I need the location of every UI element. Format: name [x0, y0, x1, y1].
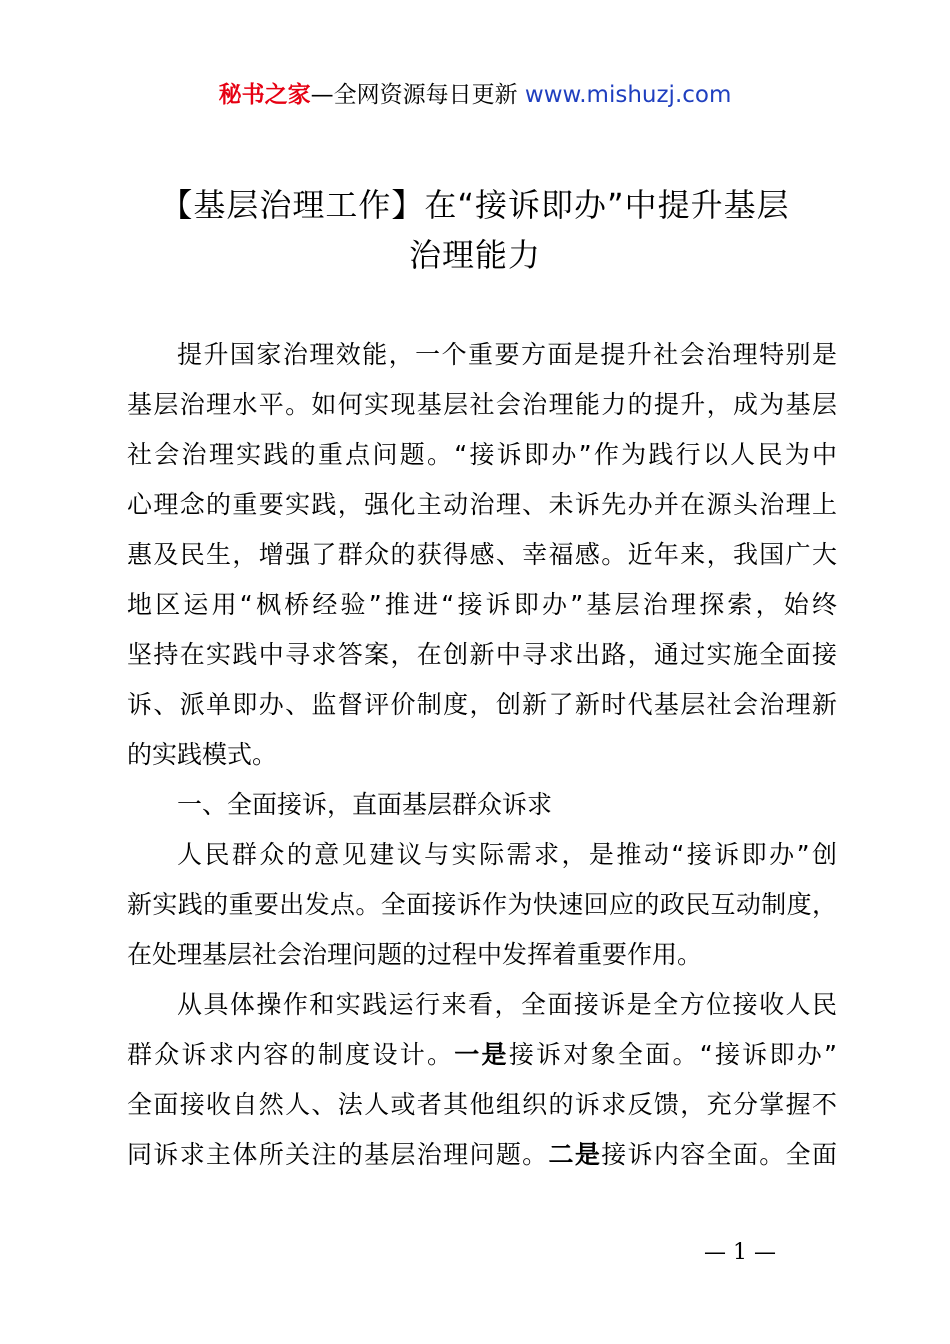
- paragraph-text: 群众诉求内容的制度设计。: [127, 1040, 455, 1069]
- paragraph-text: 接诉内容全面。全面: [601, 1140, 837, 1169]
- paragraph-line: 惠及民生，增强了群众的获得感、幸福感。近年来，我国广大: [127, 540, 837, 569]
- paragraph-line: 坚持在实践中寻求答案，在创新中寻求出路，通过实施全面接: [127, 640, 837, 669]
- paragraph-line: 地区运用“枫桥经验”推进“接诉即办”基层治理探索，始终: [127, 590, 837, 619]
- site-brand: 秘书之家: [218, 82, 311, 108]
- paragraph-line: 的实践模式。: [127, 740, 278, 769]
- emphasis-second: 二是: [548, 1140, 602, 1169]
- title-line-1: 【基层治理工作】在“接诉即办”中提升基层: [160, 186, 790, 224]
- document-title: [100, 180, 850, 280]
- paragraph-line: 全面接收自然人、法人或者其他组织的诉求反馈，充分掌握不: [127, 1090, 837, 1119]
- title-line-2: 治理能力: [408, 236, 541, 274]
- paragraph-line: 提升国家治理效能，一个重要方面是提升社会治理特别是: [177, 340, 837, 369]
- paragraph-line: 基层治理水平。如何实现基层社会治理能力的提升，成为基层: [127, 390, 837, 419]
- document-body: [127, 330, 837, 1180]
- paragraph-line: 从具体操作和实践运行来看，全面接诉是全方位接收人民: [177, 990, 837, 1019]
- paragraph-line: 心理念的重要实践，强化主动治理、未诉先办并在源头治理上: [127, 490, 837, 519]
- paragraph-intro: [127, 330, 837, 780]
- paragraph-line: [127, 1130, 837, 1180]
- paragraph-line: [127, 1030, 837, 1080]
- paragraph-line: 人民群众的意见建议与实际需求，是推动“接诉即办”创: [177, 840, 837, 869]
- paragraph-line: 新实践的重要出发点。全面接诉作为快速回应的政民互动制度，: [127, 890, 837, 919]
- emphasis-first: 一是: [454, 1040, 509, 1069]
- site-header: [0, 78, 950, 112]
- paragraph-text: 接诉对象全面。“接诉即办”: [508, 1040, 837, 1069]
- paragraph-line: 社会治理实践的重点问题。“接诉即办”作为践行以人民为中: [127, 440, 837, 469]
- site-tagline: —全网资源每日更新: [310, 82, 525, 108]
- paragraph-line: 在处理基层社会治理问题的过程中发挥着重要作用。: [127, 940, 703, 969]
- paragraph-text: 同诉求主体所关注的基层治理问题。: [127, 1140, 549, 1169]
- paragraph-line: 诉、派单即办、监督评价制度，创新了新时代基层社会治理新: [127, 690, 837, 719]
- paragraph-section1-b: [127, 980, 837, 1180]
- page-number: — 1 —: [704, 1240, 776, 1265]
- paragraph-section1-a: [127, 830, 837, 980]
- site-url-link[interactable]: www.mishuzj.com: [524, 82, 732, 108]
- section-heading-1: 一、全面接诉，直面基层群众诉求: [177, 790, 553, 819]
